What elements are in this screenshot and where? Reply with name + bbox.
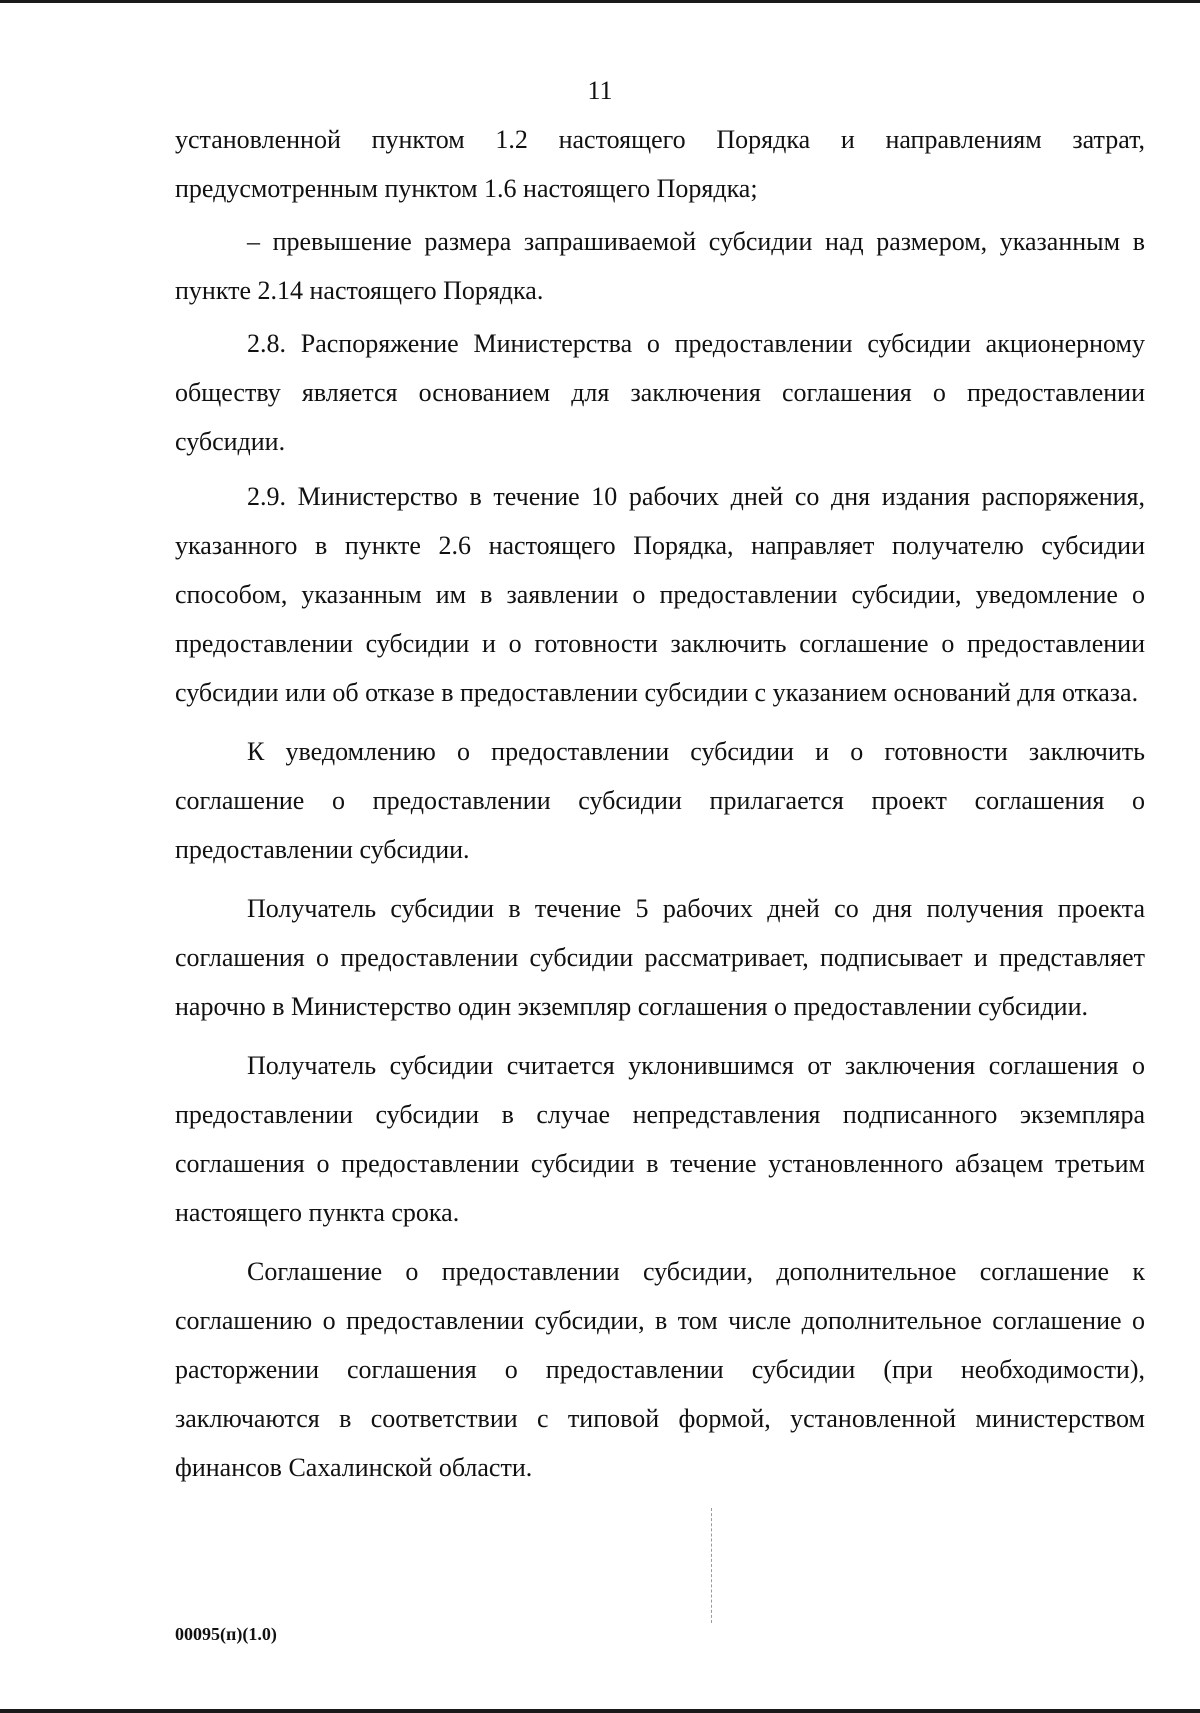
footer-document-code: 00095(п)(1.0) xyxy=(175,1624,277,1644)
paragraph-list-item: – превышение размера запрашиваемой субсидии над размером, указанным в пункте 2.14 настоящего Порядка. xyxy=(175,227,1145,305)
paragraph-notification-attachment: К уведомлению о предоставлении субсидии и о готовности заключить соглашение о предоставлении субсидии прилагается проект соглашения о предоставлении субсидии. xyxy=(175,737,1145,864)
scan-artifact-line xyxy=(711,1508,713,1623)
paragraph-recipient-evasion: Получатель субсидии считается уклонившимся от заключения соглашения о предоставлении субсидии в случае непредставления подписанного экземпляра соглашения о предоставлении субсидии в течение установленного абзацем третьим настоящего пункта срока. xyxy=(175,1051,1145,1227)
paragraph-continuation: установленной пунктом 1.2 настоящего Порядка и направлениям затрат, предусмотренным пунктом 1.6 настоящего Порядка; xyxy=(175,125,1145,203)
paragraph-agreement-form: Соглашение о предоставлении субсидии, дополнительное соглашение к соглашению о предоставлении субсидии, в том числе дополнительное соглашение о расторжении соглашения о предоставлении субсидии (при необходимости), заключаются в соответствии с типовой формой, установленной министерством финансов Сахалинской области. xyxy=(175,1257,1145,1482)
paragraph-recipient-signing: Получатель субсидии в течение 5 рабочих дней со дня получения проекта соглашения о предоставлении субсидии рассматривает, подписывает и представляет нарочно в Министерство один экземпляр соглашения о предоставлении субсидии. xyxy=(175,894,1145,1021)
scan-edge-bottom xyxy=(0,1709,1200,1713)
paragraph-2-9: 2.9. Министерство в течение 10 рабочих дней со дня издания распоряжения, указанного в пункте 2.6 настоящего Порядка, направляет получателю субсидии способом, указанным им в заявлении о предоставлении субсидии, уведомление о предоставлении субсидии и о готовности заключить соглашение о предоставлении субсидии или об отказе в предоставлении субсидии с указанием оснований для отказа. xyxy=(175,482,1145,707)
scan-edge-top xyxy=(0,0,1200,3)
paragraph-2-8: 2.8. Распоряжение Министерства о предоставлении субсидии акционерному обществу является основанием для заключения соглашения о предоставлении субсидии. xyxy=(175,329,1145,456)
page-number: 11 xyxy=(587,76,613,105)
document-body xyxy=(175,115,1145,1492)
